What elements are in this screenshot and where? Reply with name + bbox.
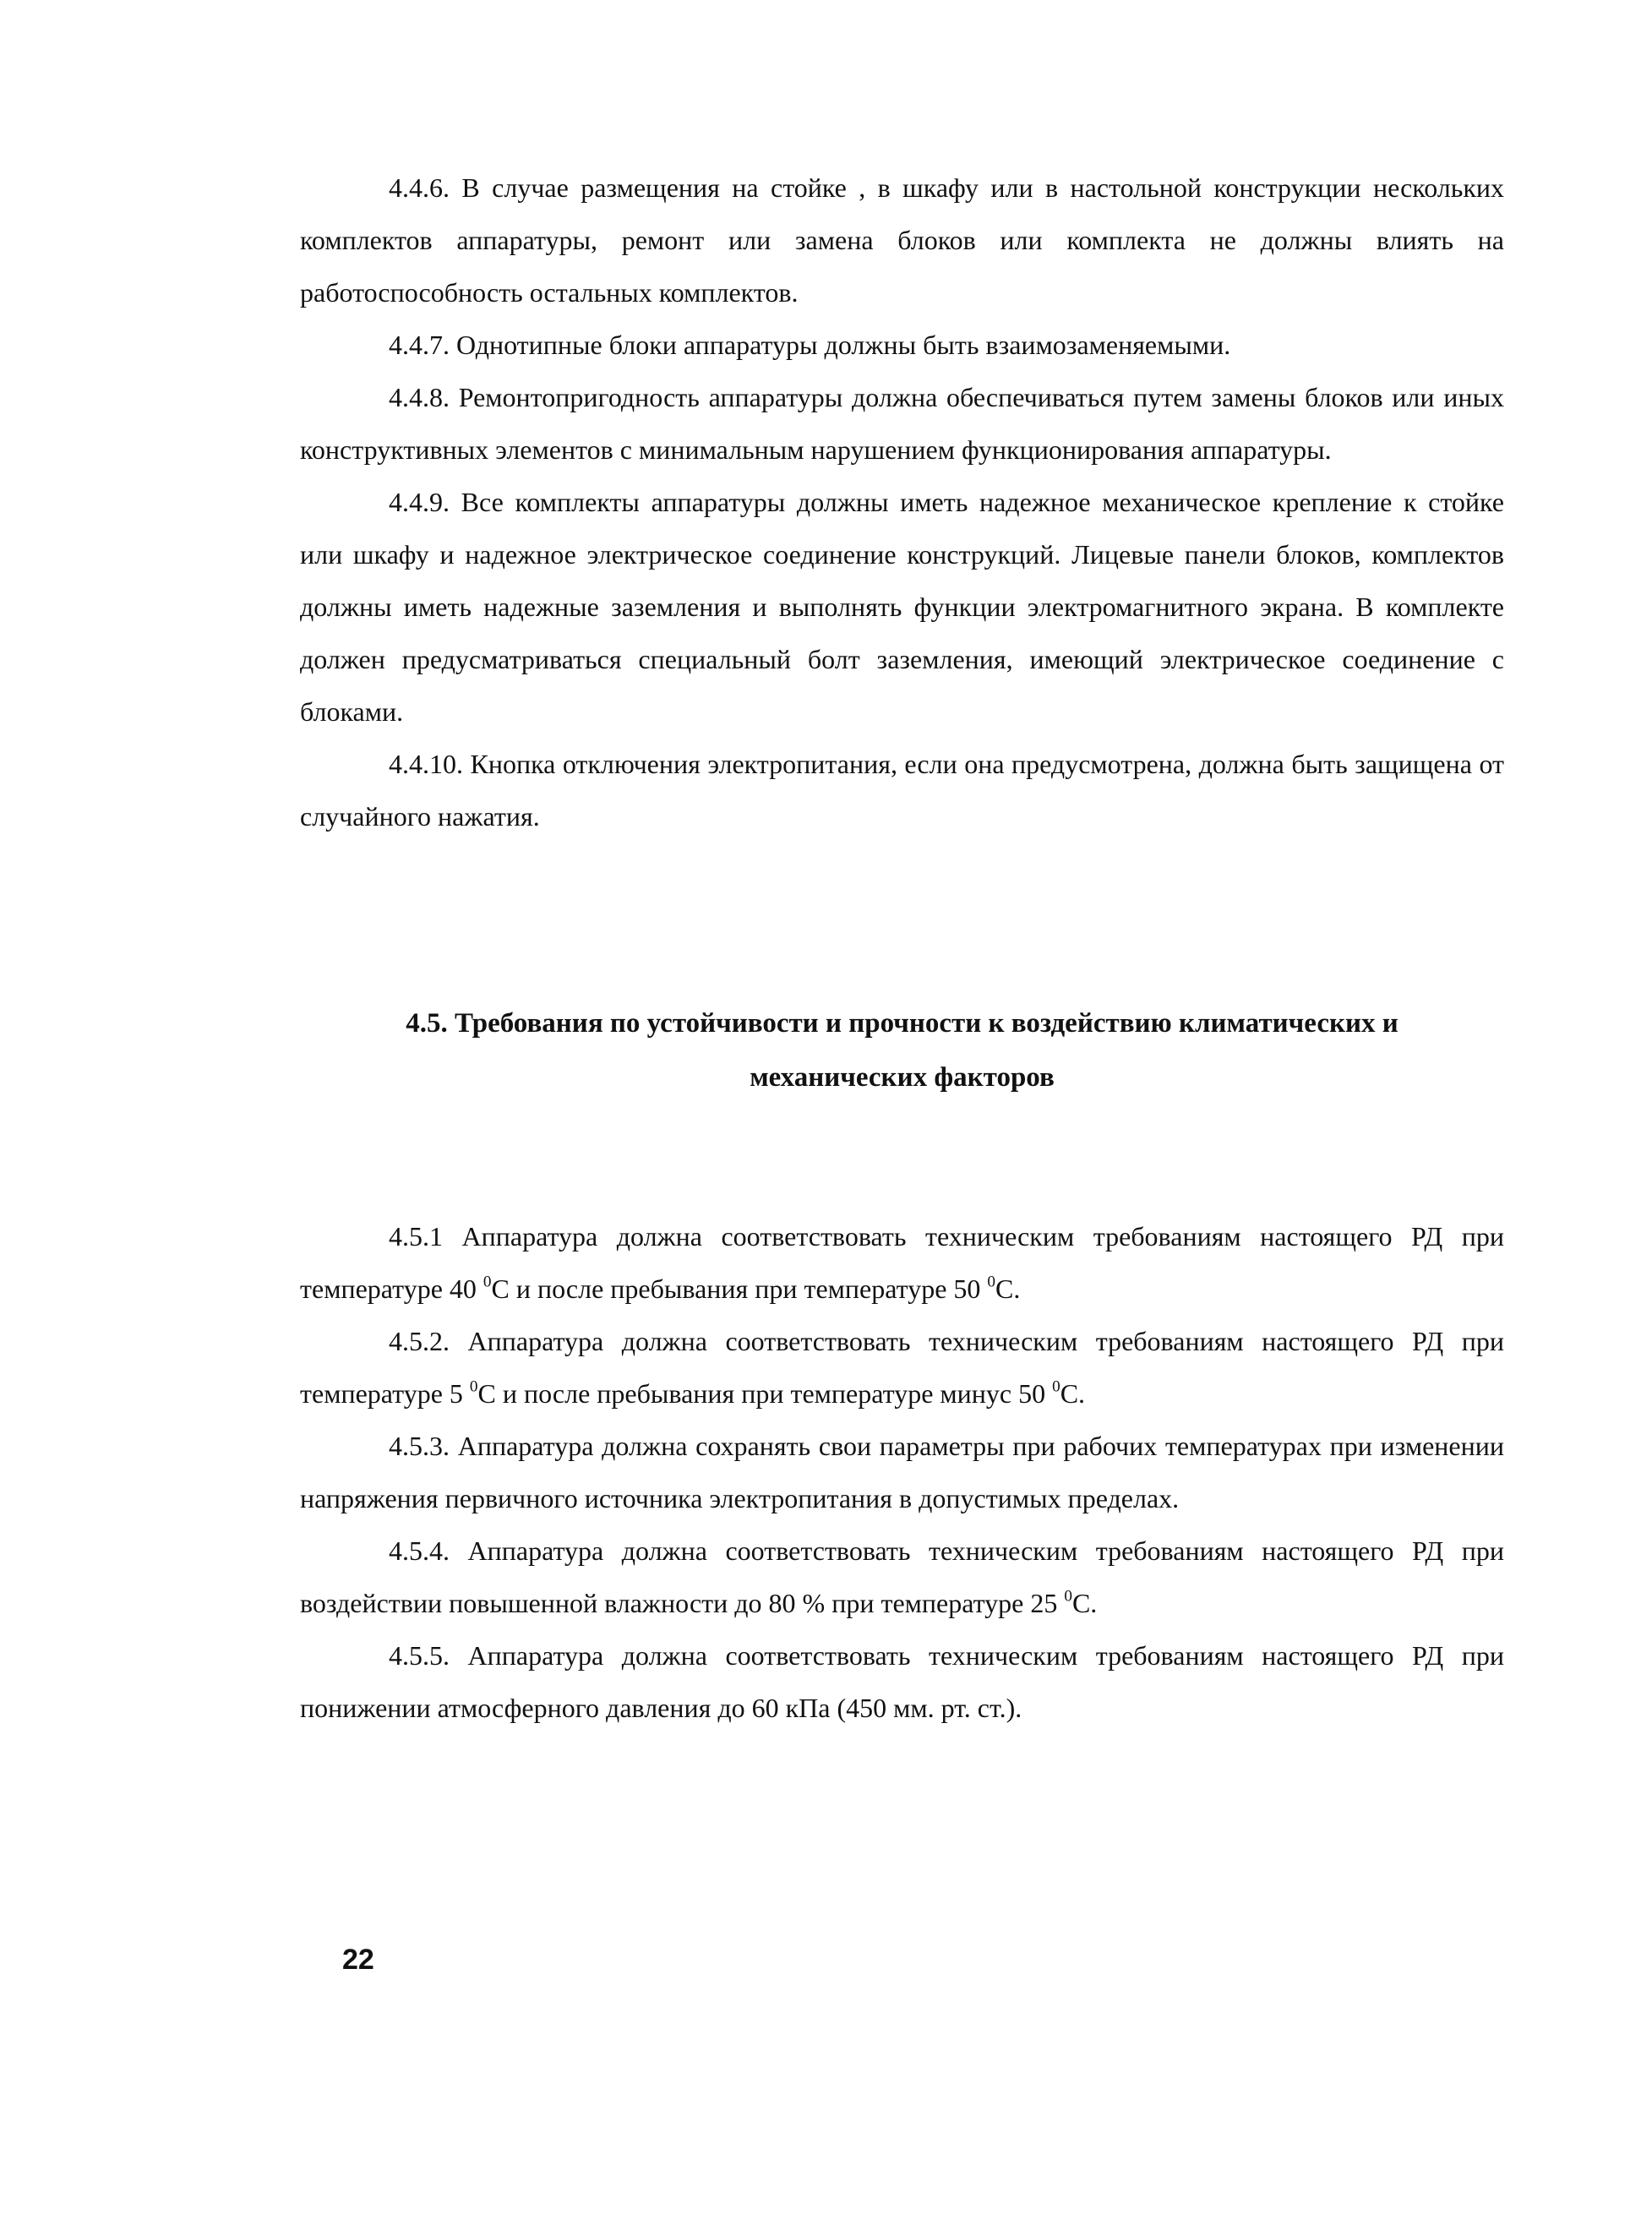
section-4-5-text: [300, 1210, 1504, 1734]
paragraph-4-4-7: 4.4.7. Однотипные блоки аппаратуры должны быть взаимозаменяемыми.: [389, 330, 1231, 360]
heading-line-1: 4.5. Требования по устойчивости и прочности к воздействию климатических и: [406, 1008, 1398, 1039]
degree-mark: 0: [1064, 1587, 1072, 1606]
section-4-5-heading: [300, 996, 1504, 1104]
degree-mark: 0: [987, 1273, 995, 1291]
paragraph-4-5-1: [300, 1210, 1504, 1315]
paragraph-4-4-6: 4.4.6. В случае размещения на стойке , в шкафу или в настольной конструкции нескольких комплектов аппаратуры, ремонт или замена блоков или комплекта не должны влиять на работоспособность остальных комплектов.: [300, 172, 1504, 308]
p452-start: 4.5.2. Аппаратура должна соответствовать техническим требованиям настоящего РД при температуре 5: [300, 1326, 1504, 1409]
section-4-4-text: [300, 161, 1504, 843]
paragraph-4-5-3: 4.5.3. Аппаратура должна сохранять свои параметры при рабочих температурах при изменении напряжения первичного источника электропитания в допустимых пределах.: [300, 1431, 1504, 1513]
p452-tail: С.: [1060, 1378, 1086, 1409]
degree-mark: 0: [1052, 1377, 1060, 1396]
degree-mark: 0: [483, 1273, 492, 1291]
p451-tail: С.: [995, 1273, 1021, 1304]
p454-start: 4.5.4. Аппаратура должна соответствовать техническим требованиям настоящего РД при воздействии повышенной влажности до 80 % при температуре 25: [300, 1535, 1504, 1618]
paragraph-4-5-5: 4.5.5. Аппаратура должна соответствовать техническим требованиям настоящего РД при понижении атмосферного давления до 60 кПа (450 мм. рт. ст.).: [300, 1640, 1504, 1723]
p454-end: С.: [1071, 1588, 1098, 1618]
paragraph-4-4-10: 4.4.10. Кнопка отключения электропитания, если она предусмотрена, должна быть защищена от случайного нажатия.: [300, 749, 1504, 832]
page-number: 22: [342, 1944, 374, 1976]
paragraph-4-5-2: [300, 1315, 1504, 1420]
heading-line-2: механических факторов: [750, 1062, 1055, 1093]
degree-mark: 0: [469, 1377, 478, 1396]
p452-end: С и после пребывания при температуре минус 50: [477, 1378, 1053, 1409]
paragraph-4-4-9: 4.4.9. Все комплекты аппаратуры должны иметь надежное механическое крепление к стойке или шкафу и надежное электрическое соединение конструкций. Лицевые панели блоков, комплектов должны иметь надежные заземления и выполнять функции электромагнитного экрана. В комплекте должен предусматриваться специальный болт заземления, имеющий электрическое соединение с блоками.: [300, 487, 1504, 727]
paragraph-4-5-4: [300, 1524, 1504, 1629]
p451-start: 4.5.1 Аппаратура должна соответствовать техническим требованиям настоящего РД при температуре 40: [300, 1221, 1504, 1304]
paragraph-4-4-8: 4.4.8. Ремонтопригодность аппаратуры должна обеспечиваться путем замены блоков или иных конструктивных элементов с минимальным нарушением функционирования аппаратуры.: [300, 382, 1504, 465]
p451-end: С и после пребывания при температуре 50: [491, 1273, 988, 1304]
